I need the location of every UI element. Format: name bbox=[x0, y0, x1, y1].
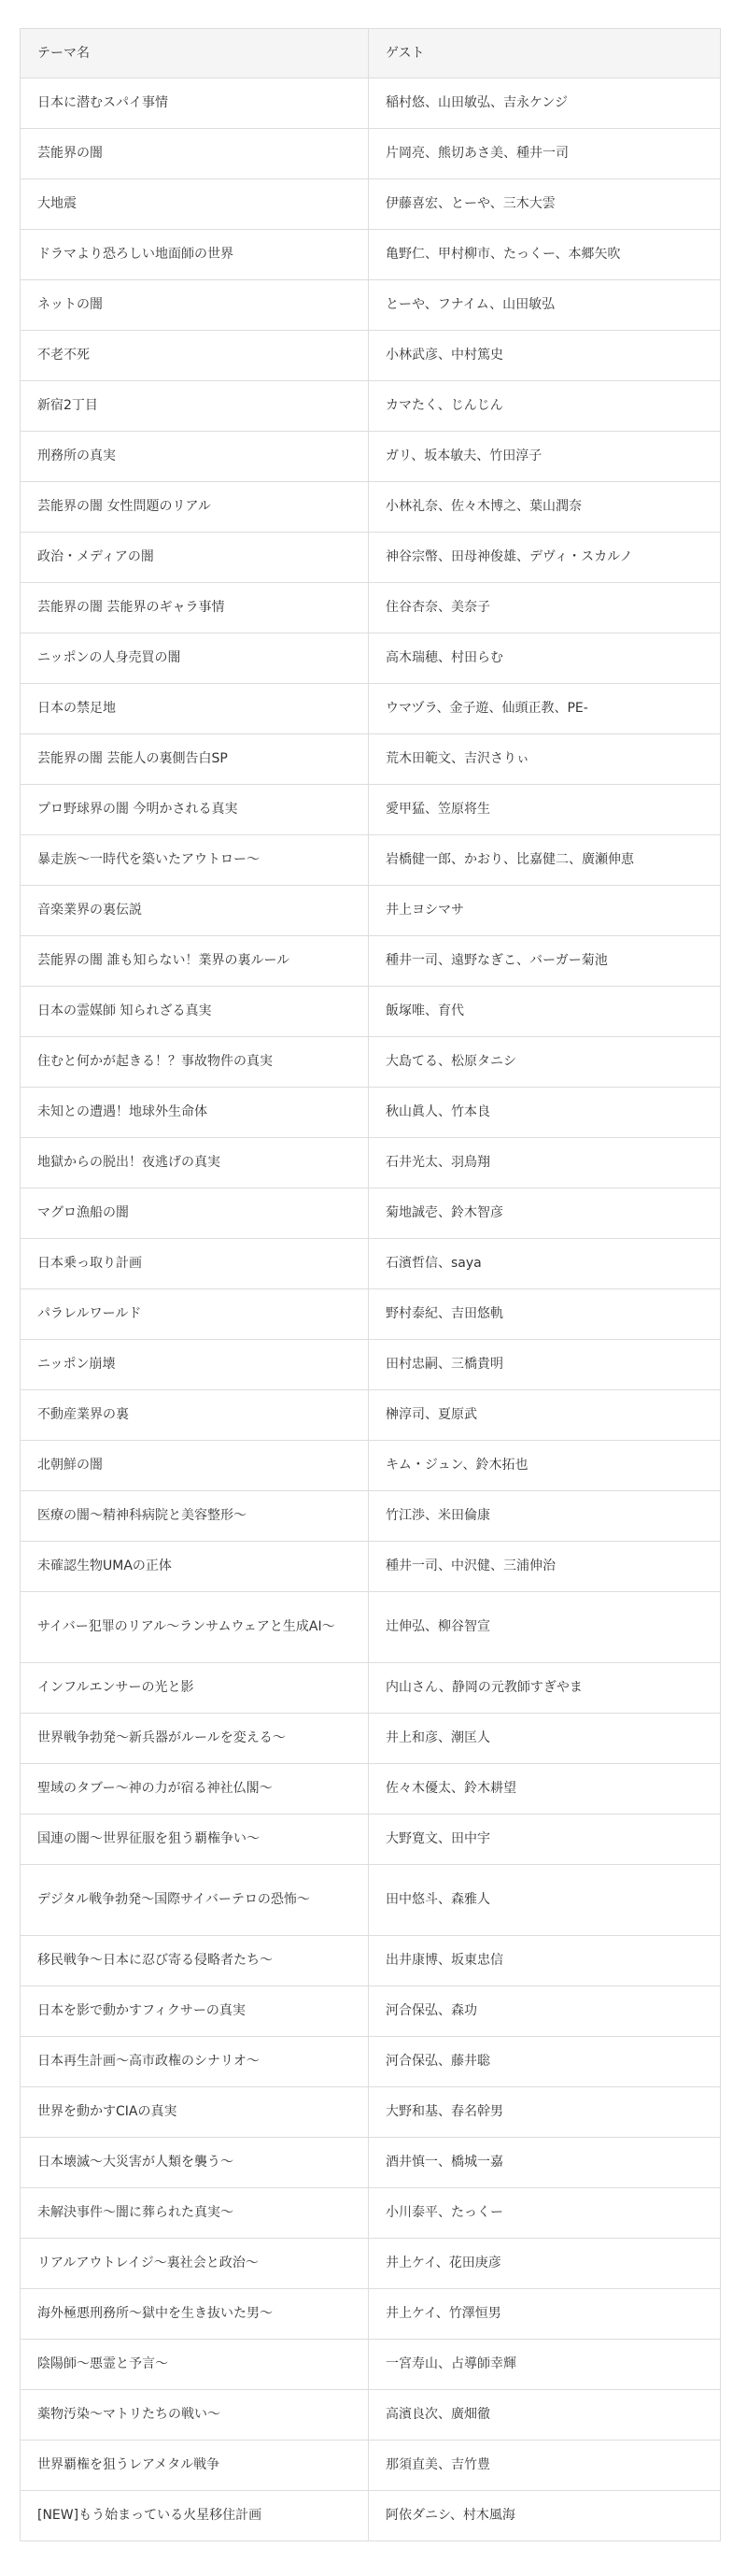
table-row bbox=[21, 2441, 721, 2491]
guest-cell: 神谷宗幣、田母神俊雄、デヴィ・スカルノ bbox=[369, 533, 721, 583]
table-row bbox=[21, 684, 721, 734]
guest-cell: 小林礼奈、佐々木博之、葉山潤奈 bbox=[369, 482, 721, 533]
theme-cell: 住むと何かが起きる！？事故物件の真実 bbox=[21, 1037, 369, 1088]
theme-cell: 国連の闇〜世界征服を狙う覇権争い〜 bbox=[21, 1815, 369, 1865]
table-row bbox=[21, 1815, 721, 1865]
table-row bbox=[21, 129, 721, 179]
table-row bbox=[21, 482, 721, 533]
guest-cell: 井上ケイ、花田庚彦 bbox=[369, 2239, 721, 2289]
theme-cell: サイバー犯罪のリアル〜ランサムウェアと生成AI〜 bbox=[21, 1592, 369, 1663]
guest-cell: 岩橋健一郎、かおり、比嘉健二、廣瀬伸恵 bbox=[369, 835, 721, 886]
table-body bbox=[21, 78, 721, 2541]
guest-cell: ウマヅラ、金子遊、仙頭正教、PE- bbox=[369, 684, 721, 734]
table-row bbox=[21, 179, 721, 230]
theme-cell: 音楽業界の裏伝説 bbox=[21, 886, 369, 936]
table-row bbox=[21, 633, 721, 684]
guest-cell: 一宮寿山、占導師幸輝 bbox=[369, 2340, 721, 2390]
guest-cell: 大島てる、松原タニシ bbox=[369, 1037, 721, 1088]
guest-cell: 佐々木優太、鈴木耕望 bbox=[369, 1764, 721, 1815]
table-row bbox=[21, 886, 721, 936]
table-row bbox=[21, 1491, 721, 1542]
theme-cell: 芸能界の闇 芸能人の裏側告白SP bbox=[21, 734, 369, 785]
table-row bbox=[21, 2037, 721, 2087]
theme-cell: 日本を影で動かすフィクサーの真実 bbox=[21, 1986, 369, 2037]
table-row bbox=[21, 1663, 721, 1714]
table-row bbox=[21, 1239, 721, 1289]
guest-cell: 井上和彦、潮匡人 bbox=[369, 1714, 721, 1764]
guest-cell: 菊地誠壱、鈴木智彦 bbox=[369, 1188, 721, 1239]
theme-cell: インフルエンサーの光と影 bbox=[21, 1663, 369, 1714]
table-row bbox=[21, 2491, 721, 2541]
theme-cell: 聖域のタブー〜神の力が宿る神社仏閣〜 bbox=[21, 1764, 369, 1815]
theme-cell: 刑務所の真実 bbox=[21, 432, 369, 482]
guest-cell: 井上ヨシマサ bbox=[369, 886, 721, 936]
guest-cell: 愛甲猛、笠原将生 bbox=[369, 785, 721, 835]
table-row bbox=[21, 1138, 721, 1188]
guest-cell: 田中悠斗、森雅人 bbox=[369, 1865, 721, 1936]
guest-cell: 井上ケイ、竹澤恒男 bbox=[369, 2289, 721, 2340]
guest-cell: とーや、フナイム、山田敏弘 bbox=[369, 280, 721, 331]
table-row bbox=[21, 1936, 721, 1986]
table-row bbox=[21, 2289, 721, 2340]
guest-cell: カマたく、じんじん bbox=[369, 381, 721, 432]
guest-cell: 田村忠嗣、三橋貴明 bbox=[369, 1340, 721, 1390]
theme-cell: 芸能界の闇 女性問題のリアル bbox=[21, 482, 369, 533]
guest-cell: 高濱良次、廣畑徹 bbox=[369, 2390, 721, 2441]
theme-cell: 医療の闇〜精神科病院と美容整形〜 bbox=[21, 1491, 369, 1542]
theme-cell: 北朝鮮の闇 bbox=[21, 1441, 369, 1491]
theme-cell: 大地震 bbox=[21, 179, 369, 230]
guest-cell: 亀野仁、甲村柳市、たっくー、本郷矢吹 bbox=[369, 230, 721, 280]
table-row bbox=[21, 936, 721, 987]
table-row bbox=[21, 2188, 721, 2239]
theme-cell: 日本再生計画〜高市政権のシナリオ〜 bbox=[21, 2037, 369, 2087]
guest-cell: 石濱哲信、saya bbox=[369, 1239, 721, 1289]
table-row bbox=[21, 331, 721, 381]
theme-cell: ドラマより恐ろしい地面師の世界 bbox=[21, 230, 369, 280]
theme-cell: 世界覇権を狙うレアメタル戦争 bbox=[21, 2441, 369, 2491]
guest-cell: 飯塚唯、育代 bbox=[369, 987, 721, 1037]
table-row bbox=[21, 78, 721, 129]
table-row bbox=[21, 1542, 721, 1592]
theme-cell: リアルアウトレイジ〜裏社会と政治〜 bbox=[21, 2239, 369, 2289]
theme-cell: 未知との遭遇！地球外生命体 bbox=[21, 1088, 369, 1138]
guest-cell: 稲村悠、山田敏弘、吉永ケンジ bbox=[369, 78, 721, 129]
theme-cell: 海外極悪刑務所〜獄中を生き抜いた男〜 bbox=[21, 2289, 369, 2340]
table-row bbox=[21, 987, 721, 1037]
guest-cell: 榊淳司、夏原武 bbox=[369, 1390, 721, 1441]
guest-cell: 小川泰平、たっくー bbox=[369, 2188, 721, 2239]
theme-cell: 日本壊滅〜大災害が人類を襲う〜 bbox=[21, 2138, 369, 2188]
table-row bbox=[21, 1037, 721, 1088]
theme-cell: 未解決事件〜闇に葬られた真実〜 bbox=[21, 2188, 369, 2239]
table-row bbox=[21, 1088, 721, 1138]
theme-cell: 不動産業界の裏 bbox=[21, 1390, 369, 1441]
guest-cell: 内山さん、静岡の元教師すぎやま bbox=[369, 1663, 721, 1714]
table-row bbox=[21, 1865, 721, 1936]
table-row bbox=[21, 1764, 721, 1815]
theme-cell: 未確認生物UMAの正体 bbox=[21, 1542, 369, 1592]
table-row bbox=[21, 583, 721, 633]
theme-cell: ニッポンの人身売買の闇 bbox=[21, 633, 369, 684]
theme-cell: ニッポン崩壊 bbox=[21, 1340, 369, 1390]
theme-cell: 政治・メディアの闇 bbox=[21, 533, 369, 583]
table-row bbox=[21, 381, 721, 432]
guest-cell: 大野和基、春名幹男 bbox=[369, 2087, 721, 2138]
table-row bbox=[21, 1390, 721, 1441]
theme-cell: 世界を動かすCIAの真実 bbox=[21, 2087, 369, 2138]
table-row bbox=[21, 2239, 721, 2289]
table-row bbox=[21, 1340, 721, 1390]
theme-cell: 芸能界の闇 bbox=[21, 129, 369, 179]
guest-cell: 片岡亮、熊切あさ美、種井一司 bbox=[369, 129, 721, 179]
guest-cell: 住谷杏奈、美奈子 bbox=[369, 583, 721, 633]
table-row bbox=[21, 835, 721, 886]
guest-cell: 出井康博、坂東忠信 bbox=[369, 1936, 721, 1986]
table-row bbox=[21, 2138, 721, 2188]
table-row bbox=[21, 2087, 721, 2138]
guest-cell: 石井光太、羽鳥翔 bbox=[369, 1138, 721, 1188]
guest-cell: 酒井慎一、橋城一嘉 bbox=[369, 2138, 721, 2188]
guest-cell: 阿依ダニシ、村木風海 bbox=[369, 2491, 721, 2541]
theme-cell: 芸能界の闇 芸能界のギャラ事情 bbox=[21, 583, 369, 633]
table-row bbox=[21, 1714, 721, 1764]
theme-cell: 芸能界の闇 誰も知らない！業界の裏ルール bbox=[21, 936, 369, 987]
theme-cell: デジタル戦争勃発〜国際サイバーテロの恐怖〜 bbox=[21, 1865, 369, 1936]
theme-cell: 暴走族〜一時代を築いたアウトロー〜 bbox=[21, 835, 369, 886]
guest-cell: 野村泰紀、吉田悠軌 bbox=[369, 1289, 721, 1340]
theme-cell: 薬物汚染〜マトリたちの戦い〜 bbox=[21, 2390, 369, 2441]
table-header-row bbox=[21, 29, 721, 78]
theme-cell: ネットの闇 bbox=[21, 280, 369, 331]
guest-cell: 那須直美、吉竹豊 bbox=[369, 2441, 721, 2491]
theme-cell: 日本の霊媒師 知られざる真実 bbox=[21, 987, 369, 1037]
guest-cell: 河合保弘、森功 bbox=[369, 1986, 721, 2037]
guest-cell: 河合保弘、藤井聡 bbox=[369, 2037, 721, 2087]
theme-cell: パラレルワールド bbox=[21, 1289, 369, 1340]
theme-cell: プロ野球界の闇 今明かされる真実 bbox=[21, 785, 369, 835]
guest-cell: 辻伸弘、柳谷智宣 bbox=[369, 1592, 721, 1663]
theme-cell: 不老不死 bbox=[21, 331, 369, 381]
theme-cell: 世界戦争勃発〜新兵器がルールを変える〜 bbox=[21, 1714, 369, 1764]
header-guest: ゲスト bbox=[369, 29, 721, 78]
guest-cell: キム・ジュン、鈴木拓也 bbox=[369, 1441, 721, 1491]
guest-cell: 竹江渉、米田倫康 bbox=[369, 1491, 721, 1542]
guest-cell: 種井一司、中沢健、三浦伸治 bbox=[369, 1542, 721, 1592]
guest-cell: 荒木田範文、吉沢さりぃ bbox=[369, 734, 721, 785]
theme-cell: 日本に潜むスパイ事情 bbox=[21, 78, 369, 129]
theme-cell: 日本乗っ取り計画 bbox=[21, 1239, 369, 1289]
theme-cell: マグロ漁船の闇 bbox=[21, 1188, 369, 1239]
guest-cell: 大野寛文、田中宇 bbox=[369, 1815, 721, 1865]
table-row bbox=[21, 2340, 721, 2390]
guest-cell: 伊藤喜宏、とーや、三木大雲 bbox=[369, 179, 721, 230]
theme-guest-table bbox=[20, 28, 721, 2541]
theme-cell: 新宿2丁目 bbox=[21, 381, 369, 432]
table-row bbox=[21, 1188, 721, 1239]
theme-cell: 移民戦争〜日本に忍び寄る侵略者たち〜 bbox=[21, 1936, 369, 1986]
table-row bbox=[21, 2390, 721, 2441]
table-row bbox=[21, 1289, 721, 1340]
table-row bbox=[21, 785, 721, 835]
theme-cell: 日本の禁足地 bbox=[21, 684, 369, 734]
table-row bbox=[21, 1441, 721, 1491]
theme-cell: [NEW]もう始まっている火星移住計画 bbox=[21, 2491, 369, 2541]
table-row bbox=[21, 432, 721, 482]
table-row bbox=[21, 533, 721, 583]
guest-cell: ガリ、坂本敏夫、竹田淳子 bbox=[369, 432, 721, 482]
table-row bbox=[21, 1592, 721, 1663]
guest-cell: 小林武彦、中村篤史 bbox=[369, 331, 721, 381]
guest-cell: 秋山眞人、竹本良 bbox=[369, 1088, 721, 1138]
table-row bbox=[21, 280, 721, 331]
table-row bbox=[21, 1986, 721, 2037]
header-theme: テーマ名 bbox=[21, 29, 369, 78]
table-row bbox=[21, 734, 721, 785]
guest-cell: 種井一司、遠野なぎこ、バーガー菊池 bbox=[369, 936, 721, 987]
theme-cell: 地獄からの脱出！夜逃げの真実 bbox=[21, 1138, 369, 1188]
theme-cell: 陰陽師〜悪霊と予言〜 bbox=[21, 2340, 369, 2390]
table-row bbox=[21, 230, 721, 280]
guest-cell: 高木瑞穂、村田らむ bbox=[369, 633, 721, 684]
